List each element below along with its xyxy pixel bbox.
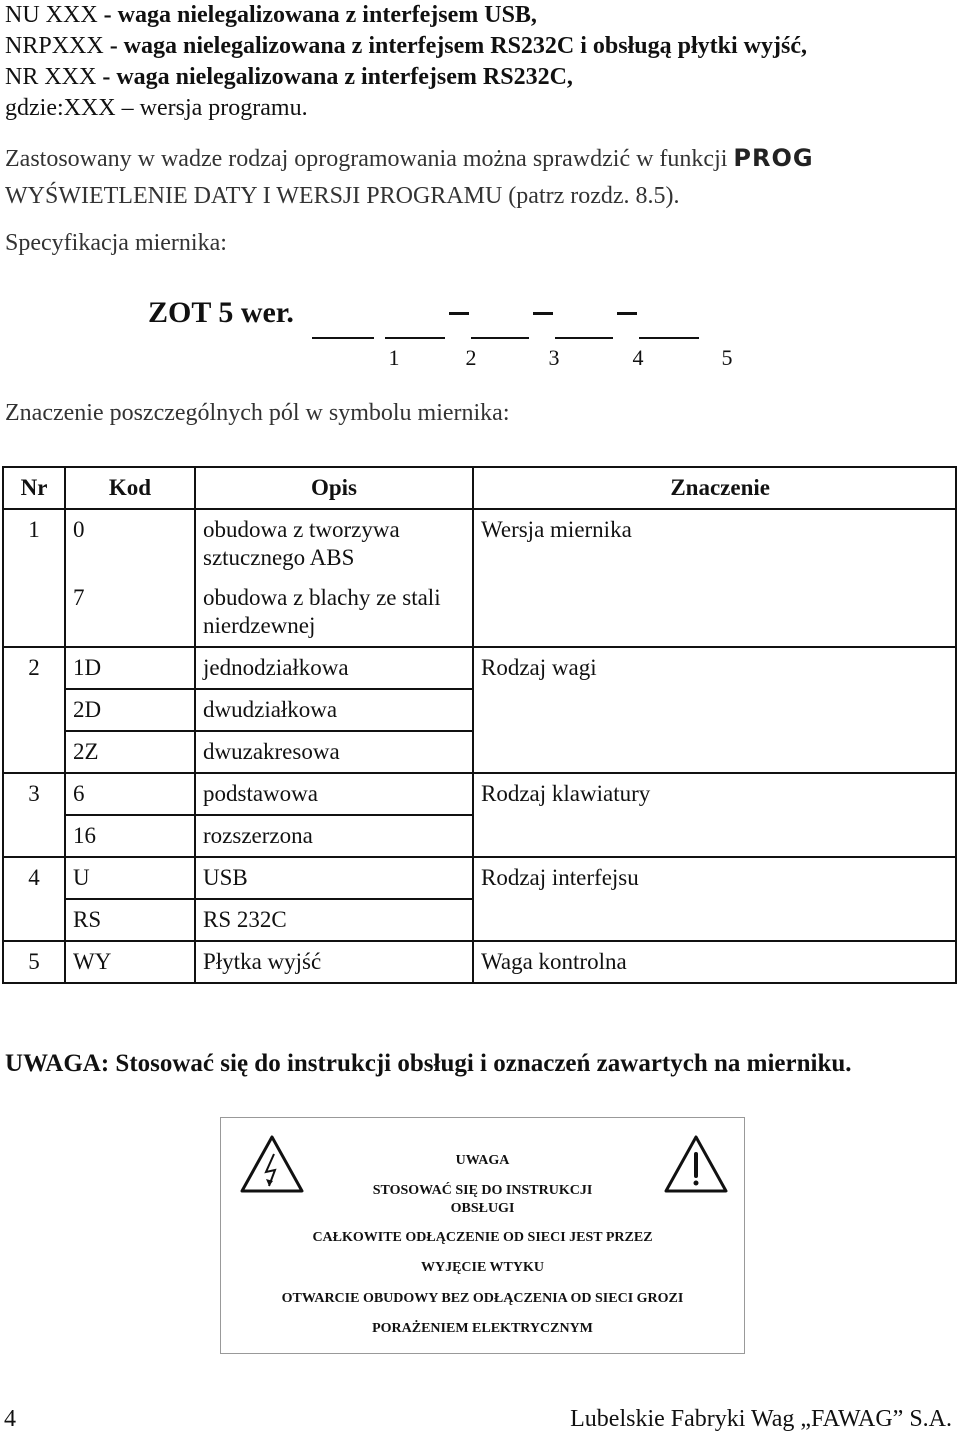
intro-line-gdzie: gdzie:XXX – wersja programu. bbox=[5, 95, 308, 121]
warning-title: UWAGA bbox=[455, 1153, 510, 1168]
cell-kod: 2D bbox=[65, 689, 195, 731]
cell-opis: dwudziałkowa bbox=[195, 689, 473, 731]
header-opis: Opis bbox=[195, 467, 473, 509]
cell-kod: 16 bbox=[65, 815, 195, 857]
uwaga-notice: UWAGA: Stosować się do instrukcji obsługi i oznaczeń zawartych na mierniku. bbox=[5, 1050, 852, 1077]
cell-znaczenie: Rodzaj klawiatury bbox=[473, 773, 956, 857]
cell-kod: WY bbox=[65, 941, 195, 983]
symbol-number: 1 bbox=[388, 345, 400, 370]
table-header-row bbox=[3, 467, 956, 509]
cell-opis: Płytka wyjść bbox=[195, 941, 473, 983]
cell-opis: RS 232C bbox=[195, 899, 473, 941]
intro-line-nu: NU XXX - waga nielegalizowana z interfejsem USB, bbox=[5, 2, 537, 28]
symbol-slot-4 bbox=[555, 337, 613, 339]
warning-line: STOSOWAĆ SIĘ DO INSTRUKCJI bbox=[372, 1183, 593, 1198]
cell-nr: 3 bbox=[3, 773, 65, 857]
prog-keyword: PROG bbox=[733, 144, 814, 172]
cell-nr: 1 bbox=[3, 509, 65, 647]
intro-line-nrp: NRPXXX - waga nielegalizowana z interfejsem RS232C i obsługą płytki wyjść, bbox=[5, 33, 807, 59]
table-row bbox=[3, 773, 956, 815]
symbol-dash-3 bbox=[617, 312, 637, 315]
symbol-slot-1 bbox=[312, 337, 374, 339]
symbol-slot-3 bbox=[471, 337, 529, 339]
cell-nr: 4 bbox=[3, 857, 65, 941]
table-row bbox=[3, 647, 956, 689]
cell-kod: 1D bbox=[65, 647, 195, 689]
cell-opis: USB bbox=[195, 857, 473, 899]
fields-title: Znaczenie poszczególnych pól w symbolu miernika: bbox=[5, 400, 510, 426]
cell-kod: RS bbox=[65, 899, 195, 941]
header-nr: Nr bbox=[3, 467, 65, 509]
cell-opis: obudowa z tworzywa sztucznego ABS bbox=[195, 509, 473, 578]
company-name: Lubelskie Fabryki Wag „FAWAG” S.A. bbox=[570, 1406, 952, 1432]
cell-znaczenie: Wersja miernika bbox=[473, 509, 956, 647]
cell-znaczenie: Waga kontrolna bbox=[473, 941, 956, 983]
warning-line: OTWARCIE OBUDOWY BEZ ODŁĄCZENIA OD SIECI GROZI bbox=[281, 1291, 684, 1306]
symbol-label: ZOT 5 wer. bbox=[148, 296, 294, 329]
spec-title: Specyfikacja miernika: bbox=[5, 230, 227, 256]
warning-line: PORAŻENIEM ELEKTRYCZNYM bbox=[372, 1321, 593, 1336]
header-znaczenie: Znaczenie bbox=[473, 467, 956, 509]
intro-block bbox=[5, 0, 807, 124]
symbol-dash-1 bbox=[449, 312, 469, 315]
table-row bbox=[3, 857, 956, 899]
symbol-number: 4 bbox=[632, 345, 644, 370]
symbol-dash-2 bbox=[533, 312, 553, 315]
software-line-2: WYŚWIETLENIE DATY I WERSJI PROGRAMU (patrz rozdz. 8.5). bbox=[5, 183, 680, 209]
table-row bbox=[3, 509, 956, 578]
symbol-number: 3 bbox=[548, 345, 560, 370]
cell-kod: 6 bbox=[65, 773, 195, 815]
warning-line: CAŁKOWITE ODŁĄCZENIE OD SIECI JEST PRZEZ bbox=[312, 1230, 653, 1245]
software-line-1: Zastosowany w wadze rodzaj oprogramowania można sprawdzić w funkcji PROG bbox=[5, 144, 814, 172]
intro-line-nr: NR XXX - waga nielegalizowana z interfejsem RS232C, bbox=[5, 64, 573, 90]
warning-label bbox=[220, 1117, 745, 1354]
cell-znaczenie: Rodzaj wagi bbox=[473, 647, 956, 773]
warning-line: WYJĘCIE WTYKU bbox=[420, 1260, 545, 1275]
symbol-number: 2 bbox=[465, 345, 477, 370]
table-row bbox=[3, 941, 956, 983]
cell-opis: jednodziałkowa bbox=[195, 647, 473, 689]
cell-opis: podstawowa bbox=[195, 773, 473, 815]
page-number: 4 bbox=[4, 1406, 16, 1432]
cell-kod: 0 bbox=[65, 509, 195, 578]
spec-table bbox=[2, 466, 957, 984]
symbol-number: 5 bbox=[721, 345, 733, 370]
cell-nr: 5 bbox=[3, 941, 65, 983]
cell-opis: rozszerzona bbox=[195, 815, 473, 857]
cell-kod: 2Z bbox=[65, 731, 195, 773]
cell-kod: U bbox=[65, 857, 195, 899]
symbol-slot-2 bbox=[385, 337, 445, 339]
warning-line: OBSŁUGI bbox=[450, 1201, 515, 1216]
cell-opis: dwuzakresowa bbox=[195, 731, 473, 773]
cell-kod: 7 bbox=[65, 578, 195, 647]
cell-znaczenie: Rodzaj interfejsu bbox=[473, 857, 956, 941]
cell-nr: 2 bbox=[3, 647, 65, 773]
cell-opis: obudowa z blachy ze stali nierdzewnej bbox=[195, 578, 473, 647]
header-kod: Kod bbox=[65, 467, 195, 509]
symbol-slot-5 bbox=[639, 337, 699, 339]
